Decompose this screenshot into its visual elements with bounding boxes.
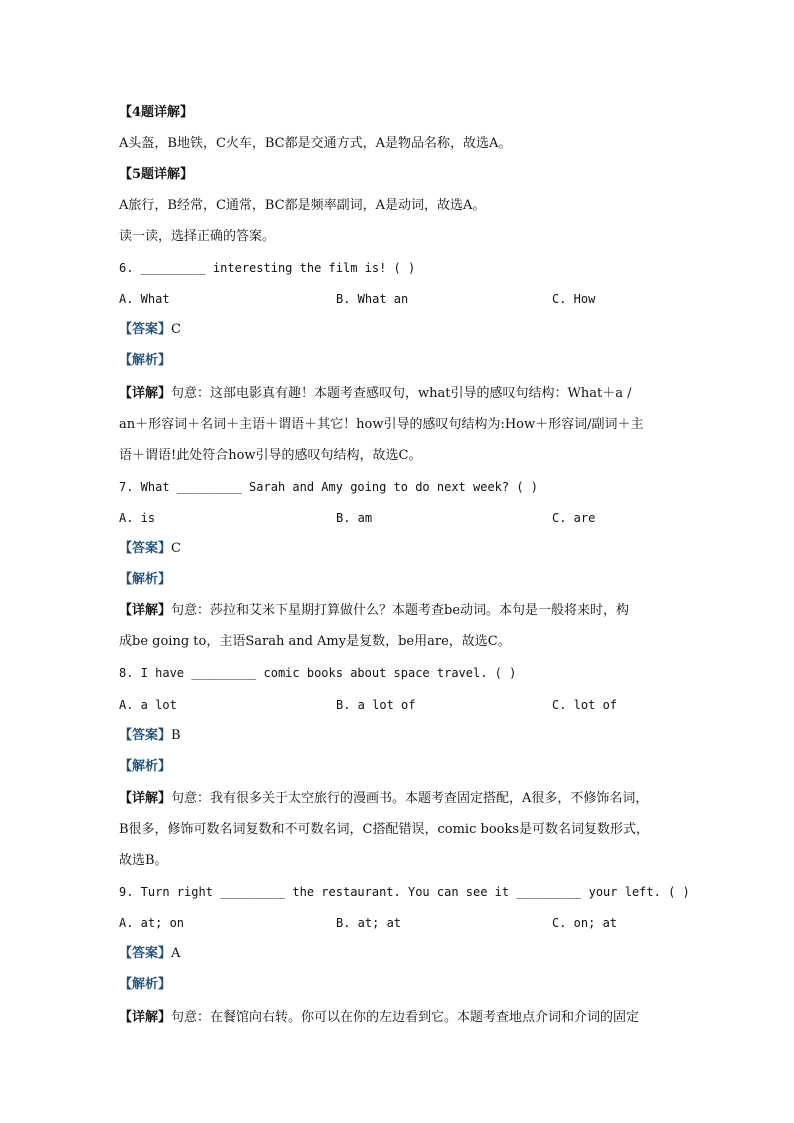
question-7-answer: [119, 540, 679, 558]
answer-tag: 【答案】: [119, 541, 172, 556]
detail-tag: 【详解】: [119, 603, 172, 618]
answer-value: C: [171, 322, 181, 337]
question-9-option-c: C. on; at: [552, 916, 618, 930]
question-7-detail-line-2: 成be going to，主语Sarah and Amy是复数，be用are，故选C。: [119, 634, 511, 649]
question-6-option-c: C. How: [552, 292, 596, 306]
question-8-detail-line-3: 故选B。: [119, 853, 168, 868]
question-9-option-b: B. at; at: [336, 916, 402, 930]
answer-tag: 【答案】: [119, 728, 172, 743]
question-9-detail: [119, 1009, 679, 1027]
question-9-analysis-tag: 【解析】: [119, 977, 172, 992]
question-6-detail: [119, 385, 679, 403]
detail-tag: 【详解】: [119, 1010, 172, 1025]
question-7-analysis-tag: 【解析】: [119, 572, 172, 587]
question-8-detail-line-2: B很多，修饰可数名词复数和不可数名词，C搭配错误，comic books是可数名词复数形式，: [119, 822, 650, 837]
answer-tag: 【答案】: [119, 322, 172, 337]
question-9-option-a: A. at; on: [119, 916, 185, 930]
question-6-analysis-tag: 【解析】: [119, 353, 172, 368]
question-6-stem: 6. _________ interesting the film is! ( ): [119, 261, 416, 275]
section-heading-q4: 【4题详解】: [119, 105, 194, 120]
question-8-option-b: B. a lot of: [336, 698, 416, 712]
question-6-option-a: A. What: [119, 292, 170, 306]
question-6-answer: [119, 321, 679, 339]
question-8-option-a: A. a lot: [119, 698, 177, 712]
answer-value: B: [171, 728, 181, 743]
question-8-option-c: C. lot of: [552, 698, 618, 712]
question-7-option-c: C. are: [552, 511, 596, 525]
explanation-q5: A旅行，B经常，C通常，BC都是频率副词，A是动词，故选A。: [119, 198, 486, 213]
answer-tag: 【答案】: [119, 946, 172, 961]
detail-tag: 【详解】: [119, 386, 172, 401]
detail-line: 句意：莎拉和艾米下星期打算做什么？本题考查be动词。本句是一般将来时，构: [171, 603, 630, 618]
instructions: 读一读，选择正确的答案。: [119, 229, 276, 244]
explanation-q4: A头盔，B地铁，C火车，BC都是交通方式，A是物品名称，故选A。: [119, 136, 512, 151]
question-8-analysis-tag: 【解析】: [119, 759, 172, 774]
question-7-option-b: B. am: [336, 511, 373, 525]
question-7-detail: [119, 602, 679, 620]
answer-value: C: [171, 541, 181, 556]
question-6-detail-line-3: 语＋谓语!此处符合how引导的感叹句结构，故选C。: [119, 448, 422, 463]
question-7-option-a: A. is: [119, 511, 156, 525]
question-9-stem: 9. Turn right _________ the restaurant. You can see it _________ your left. ( ): [119, 885, 690, 899]
question-6-detail-line-2: an＋形容词＋名词＋主语＋谓语＋其它！how引导的感叹句结构为:How＋形容词/副词＋主: [119, 417, 644, 432]
question-9-answer: [119, 945, 679, 963]
section-heading-q5: 【5题详解】: [119, 167, 194, 182]
detail-line: 句意：我有很多关于太空旅行的漫画书。本题考查固定搭配，A很多，不修饰名词，: [171, 791, 649, 806]
question-7-stem: 7. What _________ Sarah and Amy going to do next week? ( ): [119, 480, 539, 494]
question-8-answer: [119, 727, 679, 745]
detail-line: 句意：这部电影真有趣！本题考查感叹句，what引导的感叹句结构：What＋a /: [171, 386, 632, 401]
question-8-stem: 8. I have _________ comic books about space travel. ( ): [119, 666, 517, 680]
answer-value: A: [171, 946, 181, 961]
detail-line: 句意：在餐馆向右转。你可以在你的左边看到它。本题考查地点介词和介词的固定: [171, 1010, 640, 1025]
question-8-detail: [119, 790, 679, 808]
question-6-option-b: B. What an: [336, 292, 409, 306]
detail-tag: 【详解】: [119, 791, 172, 806]
